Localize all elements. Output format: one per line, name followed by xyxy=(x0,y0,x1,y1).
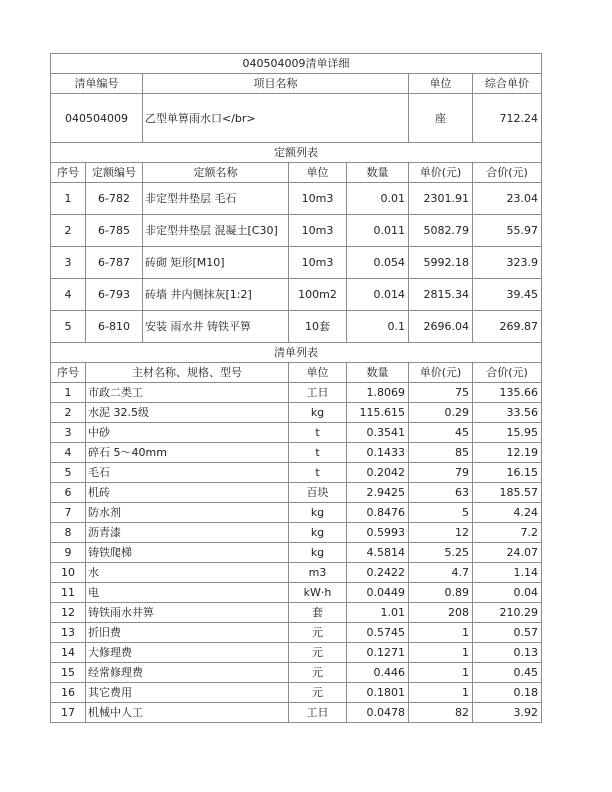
material-no: 8 xyxy=(51,523,86,543)
quota-section-row xyxy=(51,143,542,163)
material-row xyxy=(51,403,542,423)
quota-name: 安装 雨水井 铸铁平箅 xyxy=(143,311,289,343)
quota-header-total: 合价(元) xyxy=(473,163,542,183)
material-row xyxy=(51,703,542,723)
material-qty: 0.8476 xyxy=(347,503,409,523)
material-unit: kg xyxy=(289,523,347,543)
quota-header-price: 单价(元) xyxy=(409,163,473,183)
material-qty: 0.2042 xyxy=(347,463,409,483)
quota-total: 55.97 xyxy=(473,215,542,247)
quota-price: 2815.34 xyxy=(409,279,473,311)
material-price: 0.29 xyxy=(409,403,473,423)
material-row xyxy=(51,623,542,643)
quota-price: 2696.04 xyxy=(409,311,473,343)
material-header-total: 合价(元) xyxy=(473,363,542,383)
material-total: 24.07 xyxy=(473,543,542,563)
material-unit: 工日 xyxy=(289,383,347,403)
material-unit: t xyxy=(289,443,347,463)
quota-row xyxy=(51,215,542,247)
material-no: 3 xyxy=(51,423,86,443)
quota-price: 5992.18 xyxy=(409,247,473,279)
material-qty: 1.8069 xyxy=(347,383,409,403)
material-no: 2 xyxy=(51,403,86,423)
material-total: 0.57 xyxy=(473,623,542,643)
material-qty: 4.5814 xyxy=(347,543,409,563)
material-price: 85 xyxy=(409,443,473,463)
material-total: 7.2 xyxy=(473,523,542,543)
material-name: 其它费用 xyxy=(86,683,289,703)
item-name-header: 项目名称 xyxy=(143,74,409,94)
material-no: 9 xyxy=(51,543,86,563)
material-name: 经常修理费 xyxy=(86,663,289,683)
material-unit: kg xyxy=(289,503,347,523)
material-name: 碎石 5～40mm xyxy=(86,443,289,463)
material-total: 16.15 xyxy=(473,463,542,483)
material-total: 4.24 xyxy=(473,503,542,523)
item-price-header: 综合单价 xyxy=(473,74,542,94)
material-row xyxy=(51,483,542,503)
quota-row xyxy=(51,247,542,279)
material-header-no: 序号 xyxy=(51,363,86,383)
material-total: 0.04 xyxy=(473,583,542,603)
material-header-qty: 数量 xyxy=(347,363,409,383)
material-header-unit: 单位 xyxy=(289,363,347,383)
material-total: 15.95 xyxy=(473,423,542,443)
material-name: 铸铁爬梯 xyxy=(86,543,289,563)
material-name: 中砂 xyxy=(86,423,289,443)
material-name: 防水剂 xyxy=(86,503,289,523)
detail-table xyxy=(50,53,542,723)
material-unit: 元 xyxy=(289,683,347,703)
item-price: 712.24 xyxy=(473,94,542,143)
material-name: 电 xyxy=(86,583,289,603)
material-no: 4 xyxy=(51,443,86,463)
material-header-name: 主材名称、规格、型号 xyxy=(86,363,289,383)
quota-row xyxy=(51,279,542,311)
material-qty: 0.0478 xyxy=(347,703,409,723)
material-price: 79 xyxy=(409,463,473,483)
material-unit: 元 xyxy=(289,663,347,683)
material-name: 沥青漆 xyxy=(86,523,289,543)
material-total: 12.19 xyxy=(473,443,542,463)
material-header-price: 单价(元) xyxy=(409,363,473,383)
material-price: 1 xyxy=(409,683,473,703)
quota-code: 6-787 xyxy=(86,247,143,279)
quota-unit: 10m3 xyxy=(289,183,347,215)
material-name: 折旧费 xyxy=(86,623,289,643)
material-unit: t xyxy=(289,463,347,483)
quota-unit: 10套 xyxy=(289,311,347,343)
quota-total: 23.04 xyxy=(473,183,542,215)
material-total: 0.18 xyxy=(473,683,542,703)
quota-header-no: 序号 xyxy=(51,163,86,183)
item-name: 乙型单箅雨水口</br> xyxy=(143,94,409,143)
material-unit: t xyxy=(289,423,347,443)
material-row xyxy=(51,423,542,443)
detail-sheet xyxy=(50,53,541,723)
quota-name: 砖砌 矩形[M10] xyxy=(143,247,289,279)
material-no: 7 xyxy=(51,503,86,523)
quota-no: 1 xyxy=(51,183,86,215)
material-price: 5.25 xyxy=(409,543,473,563)
material-name: 大修理费 xyxy=(86,643,289,663)
material-row xyxy=(51,383,542,403)
quota-total: 269.87 xyxy=(473,311,542,343)
material-name: 机砖 xyxy=(86,483,289,503)
quota-no: 2 xyxy=(51,215,86,247)
material-no: 11 xyxy=(51,583,86,603)
quota-code: 6-782 xyxy=(86,183,143,215)
material-row xyxy=(51,563,542,583)
quota-code: 6-793 xyxy=(86,279,143,311)
material-row xyxy=(51,463,542,483)
quota-qty: 0.01 xyxy=(347,183,409,215)
material-no: 13 xyxy=(51,623,86,643)
material-unit: kW·h xyxy=(289,583,347,603)
quota-total: 39.45 xyxy=(473,279,542,311)
material-price: 1 xyxy=(409,663,473,683)
material-qty: 0.1433 xyxy=(347,443,409,463)
material-no: 16 xyxy=(51,683,86,703)
material-qty: 0.5745 xyxy=(347,623,409,643)
material-qty: 0.3541 xyxy=(347,423,409,443)
material-no: 17 xyxy=(51,703,86,723)
material-qty: 1.01 xyxy=(347,603,409,623)
material-row xyxy=(51,543,542,563)
material-qty: 0.5993 xyxy=(347,523,409,543)
page-title: 040504009清单详细 xyxy=(51,54,542,74)
material-name: 铸铁雨水井箅 xyxy=(86,603,289,623)
material-price: 0.89 xyxy=(409,583,473,603)
material-unit: 元 xyxy=(289,643,347,663)
material-name: 水泥 32.5级 xyxy=(86,403,289,423)
material-price: 45 xyxy=(409,423,473,443)
material-no: 6 xyxy=(51,483,86,503)
item-unit: 座 xyxy=(409,94,473,143)
material-unit: kg xyxy=(289,543,347,563)
material-qty: 2.9425 xyxy=(347,483,409,503)
material-unit: m3 xyxy=(289,563,347,583)
quota-no: 3 xyxy=(51,247,86,279)
quota-code: 6-785 xyxy=(86,215,143,247)
quota-price: 5082.79 xyxy=(409,215,473,247)
quota-unit: 100m2 xyxy=(289,279,347,311)
material-unit: 套 xyxy=(289,603,347,623)
material-row xyxy=(51,503,542,523)
material-no: 5 xyxy=(51,463,86,483)
material-price: 1 xyxy=(409,643,473,663)
material-name: 毛石 xyxy=(86,463,289,483)
material-header-row xyxy=(51,363,542,383)
material-row xyxy=(51,443,542,463)
material-no: 14 xyxy=(51,643,86,663)
material-total: 33.56 xyxy=(473,403,542,423)
quota-header-qty: 数量 xyxy=(347,163,409,183)
material-no: 12 xyxy=(51,603,86,623)
title-row xyxy=(51,54,542,74)
material-no: 1 xyxy=(51,383,86,403)
material-qty: 0.446 xyxy=(347,663,409,683)
material-row xyxy=(51,683,542,703)
material-qty: 0.1801 xyxy=(347,683,409,703)
material-row xyxy=(51,603,542,623)
material-price: 4.7 xyxy=(409,563,473,583)
material-price: 82 xyxy=(409,703,473,723)
quota-price: 2301.91 xyxy=(409,183,473,215)
quota-qty: 0.014 xyxy=(347,279,409,311)
material-no: 10 xyxy=(51,563,86,583)
material-price: 12 xyxy=(409,523,473,543)
material-price: 5 xyxy=(409,503,473,523)
material-unit: 工日 xyxy=(289,703,347,723)
material-total: 135.66 xyxy=(473,383,542,403)
material-total: 3.92 xyxy=(473,703,542,723)
material-row xyxy=(51,583,542,603)
material-row xyxy=(51,663,542,683)
material-no: 15 xyxy=(51,663,86,683)
quota-qty: 0.011 xyxy=(347,215,409,247)
material-name: 市政二类工 xyxy=(86,383,289,403)
material-section-row xyxy=(51,343,542,363)
material-row xyxy=(51,643,542,663)
quota-unit: 10m3 xyxy=(289,215,347,247)
quota-qty: 0.054 xyxy=(347,247,409,279)
quota-row xyxy=(51,311,542,343)
quota-qty: 0.1 xyxy=(347,311,409,343)
material-name: 水 xyxy=(86,563,289,583)
quota-section-title: 定额列表 xyxy=(51,143,542,163)
material-total: 210.29 xyxy=(473,603,542,623)
item-header-row xyxy=(51,74,542,94)
quota-no: 5 xyxy=(51,311,86,343)
quota-header-name: 定额名称 xyxy=(143,163,289,183)
item-code-header: 清单编号 xyxy=(51,74,143,94)
material-unit: 元 xyxy=(289,623,347,643)
material-name: 机械中人工 xyxy=(86,703,289,723)
material-unit: 百块 xyxy=(289,483,347,503)
material-unit: kg xyxy=(289,403,347,423)
material-total: 0.45 xyxy=(473,663,542,683)
material-qty: 115.615 xyxy=(347,403,409,423)
material-qty: 0.0449 xyxy=(347,583,409,603)
quota-code: 6-810 xyxy=(86,311,143,343)
quota-total: 323.9 xyxy=(473,247,542,279)
quota-header-unit: 单位 xyxy=(289,163,347,183)
quota-unit: 10m3 xyxy=(289,247,347,279)
material-total: 1.14 xyxy=(473,563,542,583)
material-total: 0.13 xyxy=(473,643,542,663)
quota-header-code: 定额编号 xyxy=(86,163,143,183)
quota-name: 非定型井垫层 毛石 xyxy=(143,183,289,215)
material-price: 63 xyxy=(409,483,473,503)
quota-row xyxy=(51,183,542,215)
quota-no: 4 xyxy=(51,279,86,311)
item-row xyxy=(51,94,542,143)
material-price: 1 xyxy=(409,623,473,643)
material-qty: 0.2422 xyxy=(347,563,409,583)
material-total: 185.57 xyxy=(473,483,542,503)
material-section-title: 清单列表 xyxy=(51,343,542,363)
item-unit-header: 单位 xyxy=(409,74,473,94)
quota-name: 非定型井垫层 混凝土[C30] xyxy=(143,215,289,247)
material-price: 208 xyxy=(409,603,473,623)
item-code: 040504009 xyxy=(51,94,143,143)
material-row xyxy=(51,523,542,543)
material-price: 75 xyxy=(409,383,473,403)
material-qty: 0.1271 xyxy=(347,643,409,663)
quota-name: 砖墙 井内侧抹灰[1:2] xyxy=(143,279,289,311)
quota-header-row xyxy=(51,163,542,183)
